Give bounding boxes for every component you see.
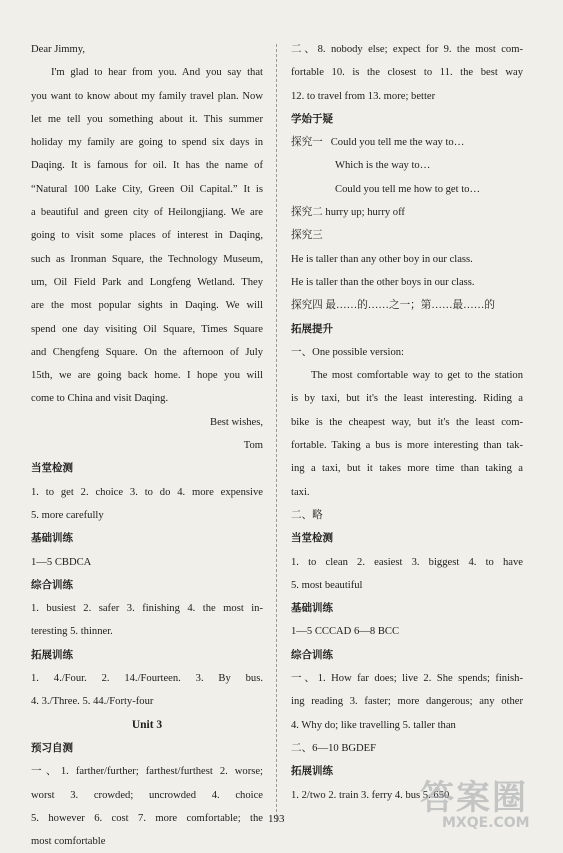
inquiry-line: 探究二 hurry up; hurry off xyxy=(291,207,405,219)
section-title: 当堂检测 xyxy=(291,532,333,545)
letter-line: such as Ironman Square, the Technology Museum, xyxy=(31,253,263,265)
section-title: 预习自测 xyxy=(31,741,73,754)
letter-line: a beautiful and green city of Heilongjiang. We are xyxy=(31,207,263,219)
inquiry-text: Could you tell me the way to… xyxy=(330,137,465,149)
section-title: 学始于疑 xyxy=(291,112,333,125)
paragraph-line: taxi. xyxy=(291,486,310,498)
left-column xyxy=(31,38,263,853)
letter-line: come to China and visit Daqing. xyxy=(31,393,169,405)
section-title: 综合训练 xyxy=(291,648,333,661)
answer-line: 1. to get 2. choice 3. to do 4. more expensive xyxy=(31,486,263,498)
letter-line: I'm glad to hear from you. And you say that xyxy=(51,67,263,79)
paragraph-line: The most comfortable way to get to the station xyxy=(311,370,523,382)
answer-line: 一、One possible version: xyxy=(291,346,404,358)
answer-line: 5. most beautiful xyxy=(291,579,363,591)
watermark-text: 答案圈 xyxy=(420,778,528,818)
letter-line: “Natural 100 Lake City, Green Oil Capital.” It is xyxy=(31,183,263,195)
paragraph-line: fortable. Taking a bus is more interesting than tak- xyxy=(291,440,523,452)
letter-line: Daqing. It is famous for oil. It has the name of xyxy=(31,160,263,172)
section-title: 基础训练 xyxy=(291,602,333,615)
answer-line: 4. 3./Three. 5. 44./Forty-four xyxy=(31,696,154,708)
right-column xyxy=(291,38,523,807)
answer-line: fortable 10. is the closest to 11. the best way xyxy=(291,67,523,79)
answer-line: 1—5 CBDCA xyxy=(31,556,92,568)
paragraph-line: ing a taxi, but it takes more time than taking a xyxy=(291,463,523,475)
section-title: 基础训练 xyxy=(31,532,73,545)
letter-line: you want to know about my family travel plan. Now xyxy=(31,90,263,102)
answer-line: 二、略 xyxy=(291,509,323,521)
answer-line: 1. to clean 2. easiest 3. biggest 4. to have xyxy=(291,556,523,568)
answer-line: 1—5 CCCAD 6—8 BCC xyxy=(291,626,400,638)
answer-line: worst 3. crowded; uncrowded 4. choice xyxy=(31,789,263,801)
answer-line: 5. more carefully xyxy=(31,509,104,521)
inquiry-line: Could you tell me how to get to… xyxy=(335,183,481,195)
inquiry-line: 探究四 最……的……之一；第……最……的 xyxy=(291,300,495,312)
letter-line: are the most popular sights in Daqing. We will xyxy=(31,300,263,312)
paragraph-line: is by taxi, but it's the least interesting. Riding a xyxy=(291,393,523,405)
section-title: 当堂检测 xyxy=(31,462,73,475)
answer-line: 1. 4./Four. 2. 14./Fourteen. 3. By bus. xyxy=(31,673,263,685)
inquiry-label: 探究一 xyxy=(291,137,323,149)
answer-line: 一、1. farther/further; farthest/furthest 2. worse; xyxy=(31,766,263,778)
section-title: 拓展训练 xyxy=(291,765,333,778)
inquiry-line: 探究三 xyxy=(291,230,323,242)
inquiry-line: Which is the way to… xyxy=(335,160,431,172)
section-title: 拓展提升 xyxy=(291,322,333,335)
answer-line: most comfortable xyxy=(31,836,106,848)
letter-line: and Chengfeng Square. On the afternoon of July xyxy=(31,346,263,358)
watermark-logo xyxy=(420,770,560,836)
letter-signature: Tom xyxy=(243,440,263,452)
answer-line: 4. Why do; like travelling 5. taller than xyxy=(291,719,456,731)
answer-line: 1. busiest 2. safer 3. finishing 4. the most in- xyxy=(31,603,263,615)
inquiry-line: He is taller than the other boys in our class. xyxy=(291,276,475,288)
unit-heading: Unit 3 xyxy=(131,718,163,731)
letter-line: holiday my family are going to spend six days in xyxy=(31,137,263,149)
watermark-url: MXQE.COM xyxy=(442,815,530,831)
answer-line: 二、6—10 BGDEF xyxy=(291,742,377,754)
answer-line: 5. however 6. cost 7. more comfortable; the xyxy=(31,812,263,824)
letter-line: let me tell you something about it. This summer xyxy=(31,113,263,125)
answer-line: 12. to travel from 13. more; better xyxy=(291,90,436,102)
answer-line: teresting 5. thinner. xyxy=(31,626,113,638)
letter-line: spend one day visiting Oil Square, Times Square xyxy=(31,323,263,335)
section-title: 拓展训练 xyxy=(31,648,73,661)
answer-line: 1. 2/two 2. train 3. ferry 4. bus 5. 650 xyxy=(291,789,450,801)
letter-line: 15th, we are going back home. I hope you will xyxy=(31,370,263,382)
column-divider xyxy=(276,44,277,822)
inquiry-line: He is taller than any other boy in our class. xyxy=(291,253,473,265)
letter-line: um, Oil Field Park and Longfeng Wetland. They xyxy=(31,276,263,288)
letter-closing: Best wishes, xyxy=(210,416,263,428)
answer-line: ing reading 3. faster; more dangerous; any other xyxy=(291,696,523,708)
section-title: 综合训练 xyxy=(31,578,73,591)
answer-line: 二、8. nobody else; expect for 9. the most com- xyxy=(291,44,523,55)
letter-line: going to visit some places of interest in Daqing, xyxy=(31,230,263,242)
letter-salutation: Dear Jimmy, xyxy=(31,44,86,55)
inquiry-line xyxy=(291,131,523,154)
answer-line: 一、1. How far does; live 2. She spends; finish- xyxy=(291,673,523,685)
paragraph-line: bike is the cheapest way, but it's the least com- xyxy=(291,416,523,428)
page-number: 193 xyxy=(268,813,285,825)
